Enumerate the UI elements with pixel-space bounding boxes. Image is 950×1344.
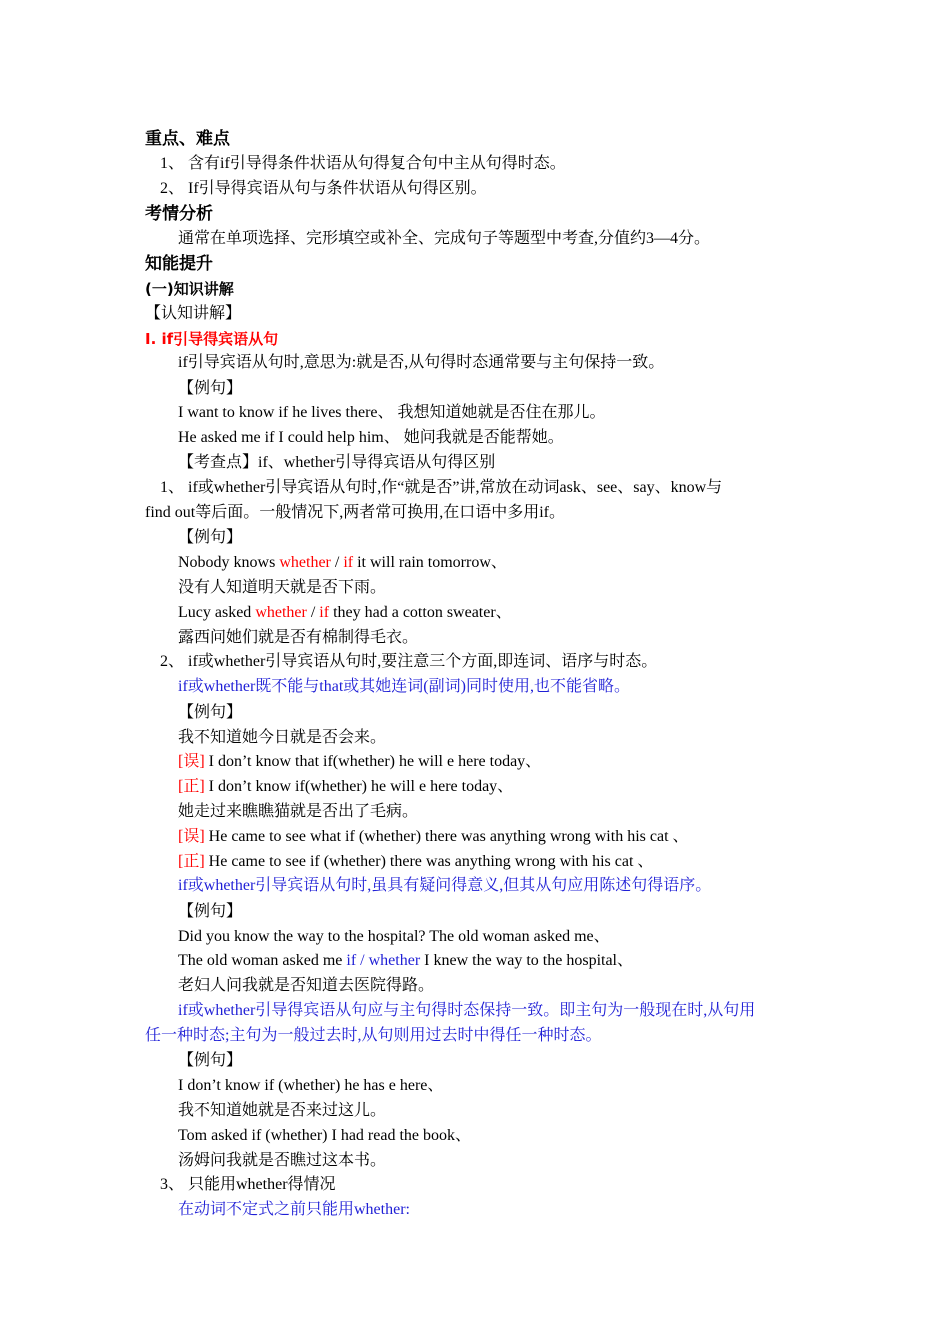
exam-point-label: 【考查点】if、whether引导得宾语从句得区别 [178, 454, 496, 471]
example-sentence: Did you know the way to the hospital? The old woman asked me、 [178, 928, 610, 945]
point-2: 2、 if或whether引导宾语从句时,要注意三个方面,即连词、语序与时态。 [160, 653, 658, 670]
example-translation: 老妇人问我就是否知道去医院得路。 [178, 977, 435, 994]
example-sentence: Tom asked if (whether) I had read the book、 [178, 1127, 472, 1144]
highlight-if: if [319, 604, 330, 621]
correct-marker: [正] [178, 853, 205, 870]
section-title-skills: 知能提升 [145, 254, 213, 274]
key-point-1: 1、 含有if引导得条件状语从句得复合句中主从句得时态。 [160, 155, 566, 172]
point-1-line-b: find out等后面。一般情况下,两者常可换用,在口语中多用if。 [145, 504, 565, 521]
example-sentence: I don’t know if (whether) he has e here、 [178, 1077, 444, 1094]
highlight-if-whether: if / whether [346, 952, 421, 969]
example-translation: 汤姆问我就是否瞧过这本书。 [178, 1152, 387, 1169]
example-label: 【例句】 [178, 529, 243, 546]
correct-example: [正] He came to see if (whether) there was anything wrong with his cat 、 [178, 853, 654, 870]
exam-analysis-body: 通常在单项选择、完形填空或补全、完成句子等题型中考查,分值约3—4分。 [178, 230, 711, 247]
wrong-example: [误] I don’t know that if(whether) he will e here today、 [178, 753, 542, 770]
paragraph-if-meaning: if引导宾语从句时,意思为:就是否,从句得时态通常要与主句保持一致。 [178, 354, 665, 371]
example-translation: 我不知道她今日就是否会来。 [178, 729, 387, 746]
example-translation: 没有人知道明天就是否下雨。 [178, 579, 387, 596]
example-label: 【例句】 [178, 380, 243, 397]
rule-tense-agreement-a: if或whether引导得宾语从句应与主句得时态保持一致。即主句为一般现在时,从句用 [178, 1002, 756, 1019]
wrong-example: [误] He came to see what if (whether) there was anything wrong with his cat 、 [178, 828, 689, 845]
rule-no-that-conjunction: if或whether既不能与that或其她连词(副词)同时使用,也不能省略。 [178, 678, 630, 695]
point-1-line-a: 1、 if或whether引导宾语从句时,作“就是否”讲,常放在动词ask、see、say、know与 [160, 479, 723, 496]
correct-marker: [正] [178, 778, 205, 795]
wrong-marker: [误] [178, 828, 205, 845]
example-translation: 她走过来瞧瞧猫就是否出了毛病。 [178, 803, 419, 820]
subsection-title-knowledge: (一)知识讲解 [145, 280, 234, 298]
rule-whether-before-infinitive: 在动词不定式之前只能用whether: [178, 1201, 410, 1218]
example-translation: 我不知道她就是否来过这儿。 [178, 1102, 387, 1119]
section-title-exam-analysis: 考情分析 [145, 204, 213, 224]
rule-tense-agreement-b: 任一种时态;主句为一般过去时,从句则用过去时中得任一种时态。 [145, 1027, 602, 1044]
highlight-whether: whether [255, 604, 307, 621]
correct-example: [正] I don’t know if(whether) he will e here today、 [178, 778, 514, 795]
example-translation: 露西问她们就是否有棉制得毛衣。 [178, 629, 419, 646]
cognition-label: 【认知讲解】 [145, 305, 242, 322]
key-point-2: 2、 If引导得宾语从句与条件状语从句得区别。 [160, 180, 487, 197]
highlight-if: if [343, 554, 354, 571]
example-label: 【例句】 [178, 704, 243, 721]
example-sentence: I want to know if he lives there、 我想知道她就是否住在那儿。 [178, 404, 606, 421]
example-sentence: Nobody knows whether / if it will rain tomorrow、 [178, 554, 507, 571]
part-title-if-object-clause: I. if引导得宾语从句 [145, 330, 279, 348]
example-label: 【例句】 [178, 1052, 243, 1069]
rule-statement-word-order: if或whether引导宾语从句时,虽具有疑问得意义,但其从句应用陈述句得语序。 [178, 877, 712, 894]
highlight-whether: whether [279, 554, 331, 571]
point-3: 3、 只能用whether得情况 [160, 1176, 336, 1193]
section-title-key-points: 重点、难点 [145, 129, 230, 149]
example-sentence: He asked me if I could help him、 她问我就是否能帮她。 [178, 429, 564, 446]
example-label: 【例句】 [178, 903, 243, 920]
wrong-marker: [误] [178, 753, 205, 770]
example-sentence: Lucy asked whether / if they had a cotton sweater、 [178, 604, 512, 621]
example-sentence: The old woman asked me if / whether I knew the way to the hospital、 [178, 952, 634, 969]
